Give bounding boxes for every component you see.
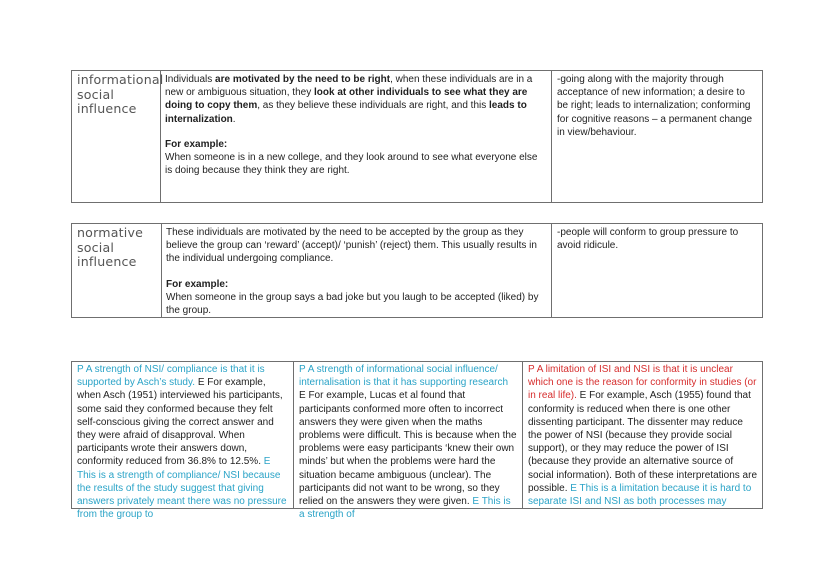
isi-definition: Individuals are motivated by the need to be right, when these individuals are in a new or ambiguous situation, they look at other individuals to see what they are doing to copy them, as they believe these individuals are right, and this leads to internalization. — [165, 74, 533, 125]
nsi-term: normative social influence — [72, 224, 162, 318]
point-nsi-strength: P A strength of NSI/ compliance is that it is supported by Asch’s study. — [77, 364, 265, 389]
evidence-asch-1951: E For example, when Asch (1951) interviewed his participants, some said they conformed because they felt self-conscious giving the correct answer and they were afraid of disapproval. When participants wrote their answers down, conformity reduced from 36.8% to 12.5%. — [77, 377, 283, 468]
point-limitation: P A limitation of ISI and NSI is that it is unclear which one is the reason for conformity in studies (or in real life). — [528, 364, 757, 402]
nsi-description — [162, 224, 552, 318]
explanation-nsi-strength: E This is a strength of compliance/ NSI because the results of the study suggest that giving answers privately meant there was no pressure from the group to — [77, 456, 287, 521]
evaluation-limitation — [523, 362, 763, 509]
explanation-limitation: E This is a limitation because it is hard to separate ISI and NSI as both processes may — [528, 482, 752, 508]
isi-term: informational social influence — [72, 71, 161, 203]
nsi-table — [71, 223, 763, 318]
nsi-example-label: For example: — [166, 278, 229, 290]
isi-example-text: When someone is in a new college, and they look around to see what everyone else is doing because they think they are right. — [165, 152, 538, 177]
nsi-example-text: When someone in the group says a bad joke but you laugh to be accepted (liked) by the group. — [166, 291, 539, 317]
isi-example-label: For example: — [165, 138, 228, 150]
isi-table — [71, 70, 763, 203]
evidence-lucas: E For example, Lucas et al found that participants conformed more often to incorrect answers they were given when the maths problems were difficult. This is because when the problems were easy participants ‘knew their own minds’ but when the problems were hard the situation became ambiguous (unclear). The participants did not want to be wrong, so they relied on the answers they were given. — [299, 390, 517, 508]
evidence-asch-1955: E For example, Asch (1955) found that conformity is reduced when there is one other dissenting participant. The dissenter may reduce the power of NSI (because they provide social support), or they may reduce the power of ISI (because they provide an alternative source of social information). Both of these interpretations are possible. — [528, 390, 758, 494]
isi-notes: -going along with the majority through acceptance of new information; a desire to be right; leads to internalization; conforming for cognitive reasons – a permanent change in view/behaviour. — [552, 71, 763, 203]
nsi-definition: These individuals are motivated by the need to be accepted by the group as they believe the group can ‘reward’ (accept)/ ‘punish’ (reject) them. This usually results in the individual undergoing compliance. — [166, 227, 537, 265]
isi-description — [161, 71, 552, 203]
point-isi-strength: P A strength of informational social influence/ internalisation is that it has supporting research — [299, 364, 509, 389]
nsi-notes: -people will conform to group pressure to avoid ridicule. — [552, 224, 763, 318]
evaluation-nsi-strength — [72, 362, 294, 521]
evaluation-table — [71, 361, 763, 521]
evaluation-isi-strength — [294, 362, 523, 521]
explanation-isi-strength: E This is a strength of — [299, 496, 511, 521]
